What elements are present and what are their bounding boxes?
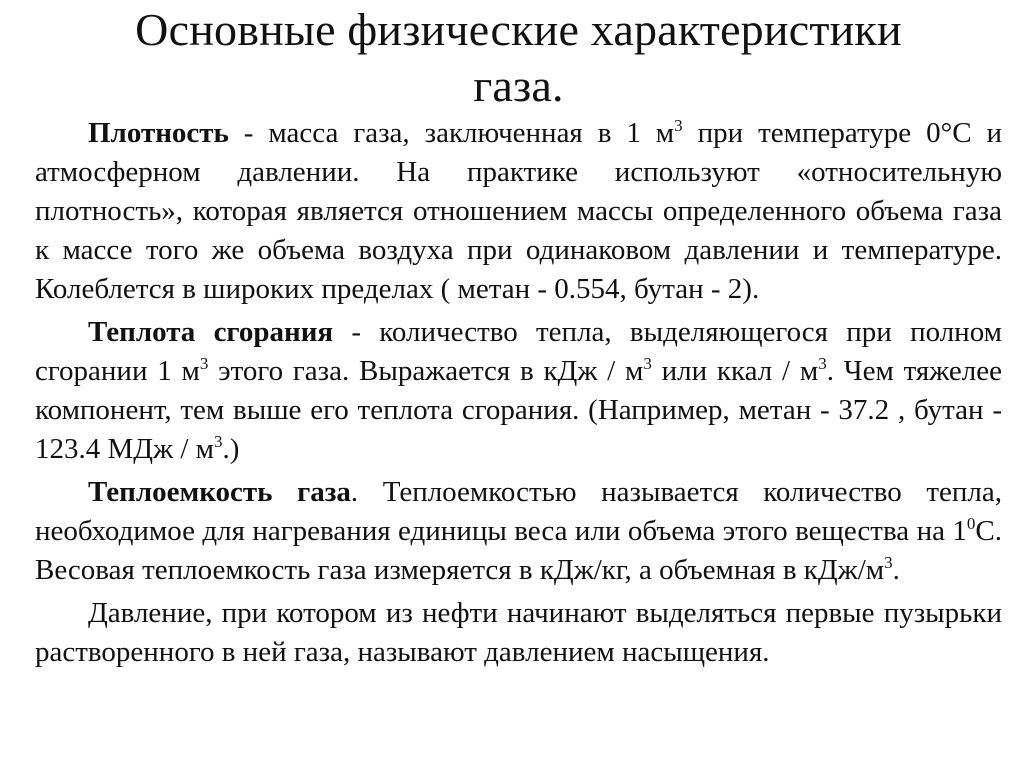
density-text-2: при температуре 0°С и атмосферном давлении. На практике используют «относительную плотность», которая является отношением массы определенного объема газа к массе того же объема воздуха при одинаковом давлении и температуре. Колеблется в широких пределах ( метан - 0.554, бутан - 2). [35, 117, 1002, 305]
paragraph-density [35, 114, 1002, 309]
saturation-pressure-text: Давление, при котором из нефти начинают выделяться первые пузырьки растворенного в ней газа, называют давлением насыщения. [35, 597, 1002, 668]
heat-capacity-text-3: . [892, 554, 900, 586]
paragraph-saturation-pressure [35, 594, 1002, 672]
combustion-superscript-4: 3 [214, 432, 223, 451]
term-heat-capacity: Теплоемкость газа [88, 476, 351, 508]
combustion-text-4: . Чем тяжелее компонент, тем выше его теплота сгорания. (Например, метан - 37.2 , бутан - 123.4 МДж / м [35, 355, 1002, 465]
paragraph-heat-capacity [35, 473, 1002, 590]
paragraph-heat-of-combustion [35, 313, 1002, 469]
combustion-text-3: или ккал / м [651, 355, 819, 387]
heat-capacity-superscript-1: 0 [966, 514, 976, 533]
term-density: Плотность [88, 117, 229, 149]
slide-title [35, 0, 1002, 114]
combustion-text-2: этого газа. Выражается в кДж / м [208, 355, 644, 387]
heat-capacity-text-1: . Теплоемкостью называется количество тепла, необходимое для нагревания единицы веса или объема этого вещества на 1 [35, 476, 1002, 547]
combustion-superscript-2: 3 [643, 354, 652, 373]
density-superscript-1: 3 [674, 116, 683, 135]
slide-title-line-2: газа. [473, 60, 564, 111]
heat-capacity-superscript-2: 3 [884, 553, 893, 572]
slide-title-line-1: Основные физические характеристики [135, 4, 902, 55]
term-heat-of-combustion: Теплота сгорания [88, 316, 334, 348]
heat-capacity-text-2: С. Весовая теплоемкость газа измеряется в кДж/кг, а объемная в кДж/м [35, 515, 1002, 586]
slide-body [35, 114, 1002, 672]
combustion-superscript-3: 3 [818, 354, 827, 373]
combustion-text-5: .) [222, 433, 240, 465]
density-text-1: - масса газа, заключенная в 1 м [228, 117, 675, 149]
combustion-text-1: - количество тепла, выделяющегося при полном сгорании 1 м [35, 316, 1002, 387]
combustion-superscript-1: 3 [199, 354, 209, 373]
